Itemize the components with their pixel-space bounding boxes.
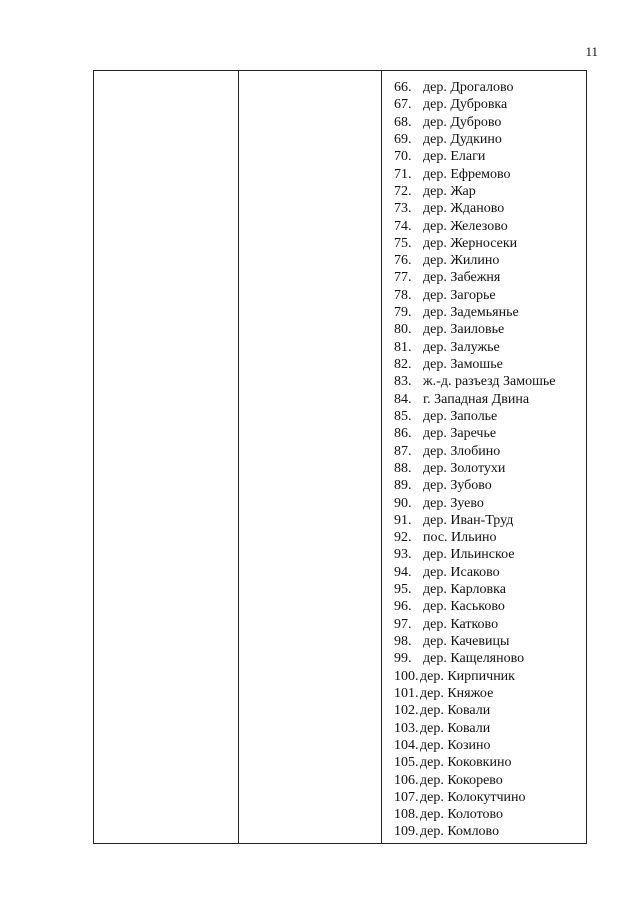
list-item bbox=[394, 183, 586, 200]
list-item-number: 71. bbox=[394, 166, 412, 182]
list-item-number: 79. bbox=[394, 305, 412, 321]
list-item bbox=[394, 616, 586, 633]
list-item bbox=[394, 114, 586, 131]
list-item-number: 87. bbox=[394, 443, 412, 459]
list-item-name: дер. Ковали bbox=[420, 720, 491, 736]
list-item-number: 67. bbox=[394, 97, 412, 113]
list-item-name: дер. Комлово bbox=[420, 824, 500, 840]
list-item-number: 89. bbox=[394, 478, 412, 494]
list-item bbox=[394, 495, 586, 512]
list-item-name: г. Западная Двина bbox=[423, 391, 530, 407]
list-item-name: дер. Забежня bbox=[423, 270, 501, 286]
list-item bbox=[394, 408, 586, 425]
list-item-name: дер. Заречье bbox=[423, 426, 497, 442]
list-item-number: 102. bbox=[394, 703, 419, 719]
list-item-number: 106. bbox=[394, 772, 419, 788]
list-item-name: дер. Колокутчино bbox=[420, 789, 526, 805]
list-item bbox=[394, 287, 586, 304]
list-item bbox=[394, 218, 586, 235]
list-item-number: 82. bbox=[394, 357, 412, 372]
list-item-name: дер. Княжое bbox=[420, 685, 494, 701]
list-item-name: дер. Козино bbox=[420, 737, 491, 753]
list-item-name: дер. Ильинское bbox=[423, 547, 515, 563]
list-item-name: дер. Коковкино bbox=[420, 755, 512, 771]
list-item-name: дер. Катково bbox=[423, 616, 499, 632]
list-item-number: 94. bbox=[394, 564, 412, 580]
list-item-number: 98. bbox=[394, 634, 412, 649]
list-item bbox=[394, 304, 586, 321]
list-item-number: 107. bbox=[394, 789, 419, 805]
list-item-name: дер. Зуево bbox=[423, 495, 484, 511]
table-column-2 bbox=[239, 71, 382, 843]
list-item-name: дер. Ефремово bbox=[423, 166, 511, 182]
list-item bbox=[394, 200, 586, 217]
list-item-name: дер. Елаги bbox=[423, 149, 486, 165]
list-item bbox=[394, 512, 586, 529]
list-item-name: дер. Карловка bbox=[423, 582, 506, 598]
list-item-number: 95. bbox=[394, 582, 412, 598]
list-item bbox=[394, 131, 586, 148]
list-item bbox=[394, 356, 586, 373]
list-item-number: 81. bbox=[394, 339, 412, 355]
page-number: 11 bbox=[585, 44, 598, 59]
list-item-number: 73. bbox=[394, 201, 412, 217]
list-item bbox=[394, 391, 586, 408]
list-item-number: 96. bbox=[394, 599, 412, 615]
list-item-number: 85. bbox=[394, 408, 412, 424]
list-item bbox=[394, 339, 586, 356]
list-item-name: дер. Загорье bbox=[423, 287, 496, 303]
list-item bbox=[394, 564, 586, 581]
list-item bbox=[394, 668, 586, 685]
list-item bbox=[394, 789, 586, 806]
list-item-name: дер. Дубровка bbox=[423, 97, 508, 113]
list-item-number: 108. bbox=[394, 807, 419, 823]
list-item bbox=[394, 823, 586, 840]
list-item-number: 97. bbox=[394, 616, 412, 632]
list-item-name: дер. Заполье bbox=[423, 408, 498, 424]
list-item-name: дер. Заиловье bbox=[423, 322, 505, 338]
list-item-number: 83. bbox=[394, 374, 412, 390]
list-item-number: 69. bbox=[394, 131, 412, 147]
list-item-name: дер. Кирпичник bbox=[420, 668, 515, 684]
settlements-table bbox=[93, 70, 587, 844]
list-item bbox=[394, 477, 586, 494]
list-item-number: 75. bbox=[394, 235, 412, 251]
list-item-name: ж.-д. разъезд Замошье bbox=[423, 374, 556, 390]
list-item-number: 90. bbox=[394, 495, 412, 511]
list-item bbox=[394, 443, 586, 460]
list-item-name: дер. Дрогалово bbox=[423, 80, 514, 95]
list-item-name: дер. Кащеляново bbox=[423, 651, 525, 667]
list-item-name: дер. Кокорево bbox=[420, 772, 503, 788]
list-item-name: дер. Злобино bbox=[423, 443, 501, 459]
list-item-name: дер. Жар bbox=[423, 183, 476, 199]
list-item-number: 74. bbox=[394, 218, 412, 234]
list-item-number: 80. bbox=[394, 322, 412, 338]
list-item bbox=[394, 321, 586, 338]
list-item-number: 72. bbox=[394, 183, 412, 199]
list-item-name: дер. Каськово bbox=[423, 599, 505, 615]
list-item bbox=[394, 737, 586, 754]
list-item-number: 103. bbox=[394, 720, 419, 736]
list-item bbox=[394, 148, 586, 165]
list-item-name: дер. Жерносеки bbox=[423, 235, 518, 251]
list-item-name: дер. Дуброво bbox=[423, 114, 502, 130]
list-item-number: 105. bbox=[394, 755, 419, 771]
list-item bbox=[394, 529, 586, 546]
list-item-number: 77. bbox=[394, 270, 412, 286]
list-item-name: дер. Ковали bbox=[420, 703, 491, 719]
list-item-number: 78. bbox=[394, 287, 412, 303]
list-item-name: дер. Исаково bbox=[423, 564, 500, 580]
list-item bbox=[394, 425, 586, 442]
list-item bbox=[394, 235, 586, 252]
list-item bbox=[394, 720, 586, 737]
list-item-number: 92. bbox=[394, 530, 412, 546]
list-item-name: дер. Железово bbox=[423, 218, 508, 234]
list-item-number: 99. bbox=[394, 651, 412, 667]
list-item bbox=[394, 79, 586, 96]
list-item bbox=[394, 685, 586, 702]
list-item bbox=[394, 806, 586, 823]
list-item-name: дер. Залужье bbox=[423, 339, 500, 355]
list-item bbox=[394, 754, 586, 771]
list-item-name: дер. Замошье bbox=[423, 357, 503, 372]
list-item-name: дер. Золотухи bbox=[423, 460, 506, 476]
list-item bbox=[394, 633, 586, 650]
list-item bbox=[394, 598, 586, 615]
list-item-number: 101. bbox=[394, 685, 419, 701]
list-item bbox=[394, 373, 586, 390]
list-item-number: 91. bbox=[394, 512, 412, 528]
list-item-number: 100. bbox=[394, 668, 419, 684]
list-item-name: дер. Иван-Труд bbox=[423, 512, 514, 528]
settlement-list bbox=[382, 71, 586, 843]
list-item-name: дер. Зубово bbox=[423, 478, 492, 494]
list-item-name: дер. Задемьянье bbox=[423, 305, 519, 321]
list-item-number: 66. bbox=[394, 80, 412, 95]
list-item bbox=[394, 702, 586, 719]
list-item-number: 88. bbox=[394, 460, 412, 476]
list-item-number: 93. bbox=[394, 547, 412, 563]
list-item-name: пос. Ильино bbox=[423, 530, 497, 546]
list-item bbox=[394, 166, 586, 183]
list-item-number: 104. bbox=[394, 737, 419, 753]
list-item-name: дер. Колотово bbox=[420, 807, 504, 823]
list-item bbox=[394, 650, 586, 667]
list-item bbox=[394, 269, 586, 286]
list-item bbox=[394, 581, 586, 598]
list-item-number: 76. bbox=[394, 253, 412, 269]
list-item-number: 86. bbox=[394, 426, 412, 442]
list-item bbox=[394, 460, 586, 477]
list-item-number: 109. bbox=[394, 824, 419, 840]
list-item-name: дер. Качевицы bbox=[423, 634, 510, 649]
table-column-1 bbox=[94, 71, 239, 843]
list-item bbox=[394, 252, 586, 269]
list-item-number: 68. bbox=[394, 114, 412, 130]
list-item-number: 84. bbox=[394, 391, 412, 407]
list-item bbox=[394, 546, 586, 563]
list-item bbox=[394, 96, 586, 113]
list-item-name: дер. Жилино bbox=[423, 253, 500, 269]
list-item-name: дер. Дудкино bbox=[423, 131, 502, 147]
list-item bbox=[394, 772, 586, 789]
list-item-name: дер. Жданово bbox=[423, 201, 505, 217]
list-item-number: 70. bbox=[394, 149, 412, 165]
